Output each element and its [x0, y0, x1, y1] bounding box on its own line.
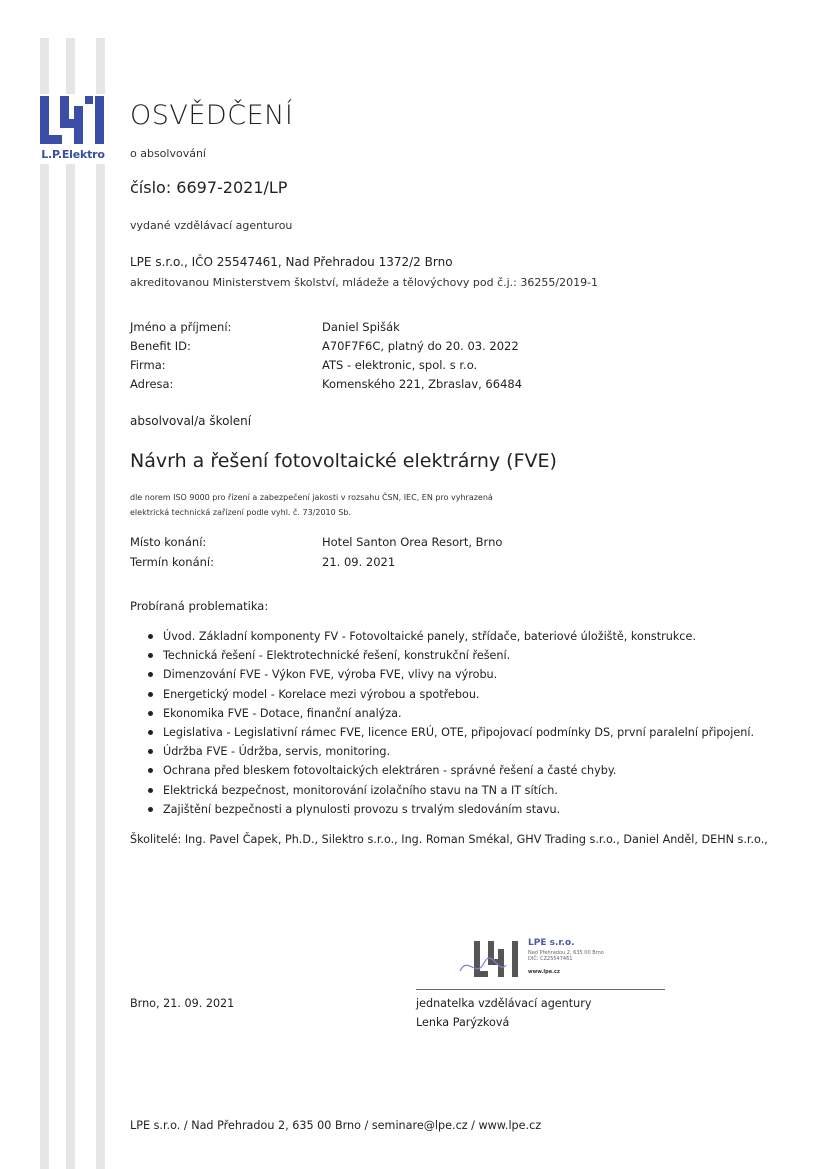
list-item: Technická řešení - Elektrotechnické řešení, konstrukční řešení. — [148, 646, 754, 665]
place-date: Brno, 21. 09. 2021 — [130, 997, 235, 1010]
norms-line-1: dle norem ISO 9000 pro řízení a zabezpečení jakosti v rozsahu ČSN, IEC, EN pro vyhrazená — [130, 493, 493, 502]
signature-line — [416, 989, 665, 990]
trainers: Školitelé: Ing. Pavel Čapek, Ph.D., Silektro s.r.o., Ing. Roman Smékal, GHV Trading s.r.o., Daniel Anděl, DEHN s.r.o., — [130, 833, 768, 846]
stamp-dic: DIČ: CZ25547461 — [528, 956, 573, 962]
stamp-web: www.lpe.cz — [528, 969, 560, 975]
decorative-stripe — [40, 38, 49, 1169]
accreditation: akreditovanou Ministerstvem školství, mládeže a tělovýchovy pod č.j.: 36255/2019-1 — [130, 276, 599, 289]
course-title: Návrh a řešení fotovoltaické elektrárny (FVE) — [130, 450, 557, 472]
issued-by-label: vydané vzdělávací agenturou — [130, 219, 293, 232]
date-value: 21. 09. 2021 — [322, 555, 396, 569]
list-item: Zajištění bezpečnosti a plynulosti provozu s trvalým sledováním stavu. — [148, 800, 754, 819]
signer-name: Lenka Parýzková — [416, 1016, 510, 1029]
list-item: Ochrana před bleskem fotovoltaických elektráren - správné řešení a časté chyby. — [148, 761, 754, 780]
subtitle: o absolvování — [130, 147, 206, 160]
stamp-address: Nad Přehradou 2, 635 00 Brno — [528, 950, 604, 956]
company-value: ATS - elektronic, spol. s r.o. — [322, 358, 478, 372]
logo-text: L.P.Elektro — [41, 148, 105, 161]
certificate-number: číslo: 6697-2021/LP — [130, 178, 288, 197]
venue-value: Hotel Santon Orea Resort, Brno — [322, 535, 503, 549]
company-label: Firma: — [130, 358, 166, 372]
company-stamp — [458, 935, 628, 985]
list-item: Legislativa - Legislativní rámec FVE, licence ERÚ, OTE, připojovací podmínky DS, první paralelní připojení. — [148, 723, 754, 742]
stamp-name: LPE s.r.o. — [528, 938, 575, 948]
venue-label: Místo konání: — [130, 535, 207, 549]
name-label: Jméno a příjmení: — [130, 320, 232, 334]
decorative-stripe — [96, 38, 105, 1169]
topics-list — [148, 627, 754, 819]
date-label: Termín konání: — [130, 555, 214, 569]
company-logo — [38, 94, 108, 164]
list-item: Dimenzování FVE - Výkon FVE, výroba FVE, vlivy na výrobu. — [148, 665, 754, 684]
decorative-stripe — [66, 38, 75, 1169]
benefit-id-label: Benefit ID: — [130, 339, 191, 353]
address-label: Adresa: — [130, 377, 174, 391]
list-item: Úvod. Základní komponenty FV - Fotovoltaické panely, střídače, bateriové úložiště, konstrukce. — [148, 627, 754, 646]
completed-label: absolvoval/a školení — [130, 414, 252, 428]
list-item: Údržba FVE - Údržba, servis, monitoring. — [148, 742, 754, 761]
agency-name: LPE s.r.o., IČO 25547461, Nad Přehradou 1372/2 Brno — [130, 255, 453, 269]
list-item: Ekonomika FVE - Dotace, finanční analýza. — [148, 704, 754, 723]
norms-line-2: elektrická technická zařízení podle vyhl. č. 73/2010 Sb. — [130, 508, 351, 517]
list-item: Energetický model - Korelace mezi výrobou a spotřebou. — [148, 685, 754, 704]
benefit-id-value: A70F7F6C, platný do 20. 03. 2022 — [322, 339, 519, 353]
name-value: Daniel Spišák — [322, 320, 400, 334]
list-item: Elektrická bezpečnost, monitorování izolačního stavu na TN a IT sítích. — [148, 781, 754, 800]
footer: LPE s.r.o. / Nad Přehradou 2, 635 00 Brno / seminare@lpe.cz / www.lpe.cz — [130, 1119, 542, 1132]
certificate-title: OSVĚDČENÍ — [130, 100, 294, 131]
address-value: Komenského 221, Zbraslav, 66484 — [322, 377, 523, 391]
signer-role: jednatelka vzdělávací agentury — [416, 997, 592, 1010]
topics-label: Probíraná problematika: — [130, 599, 269, 613]
